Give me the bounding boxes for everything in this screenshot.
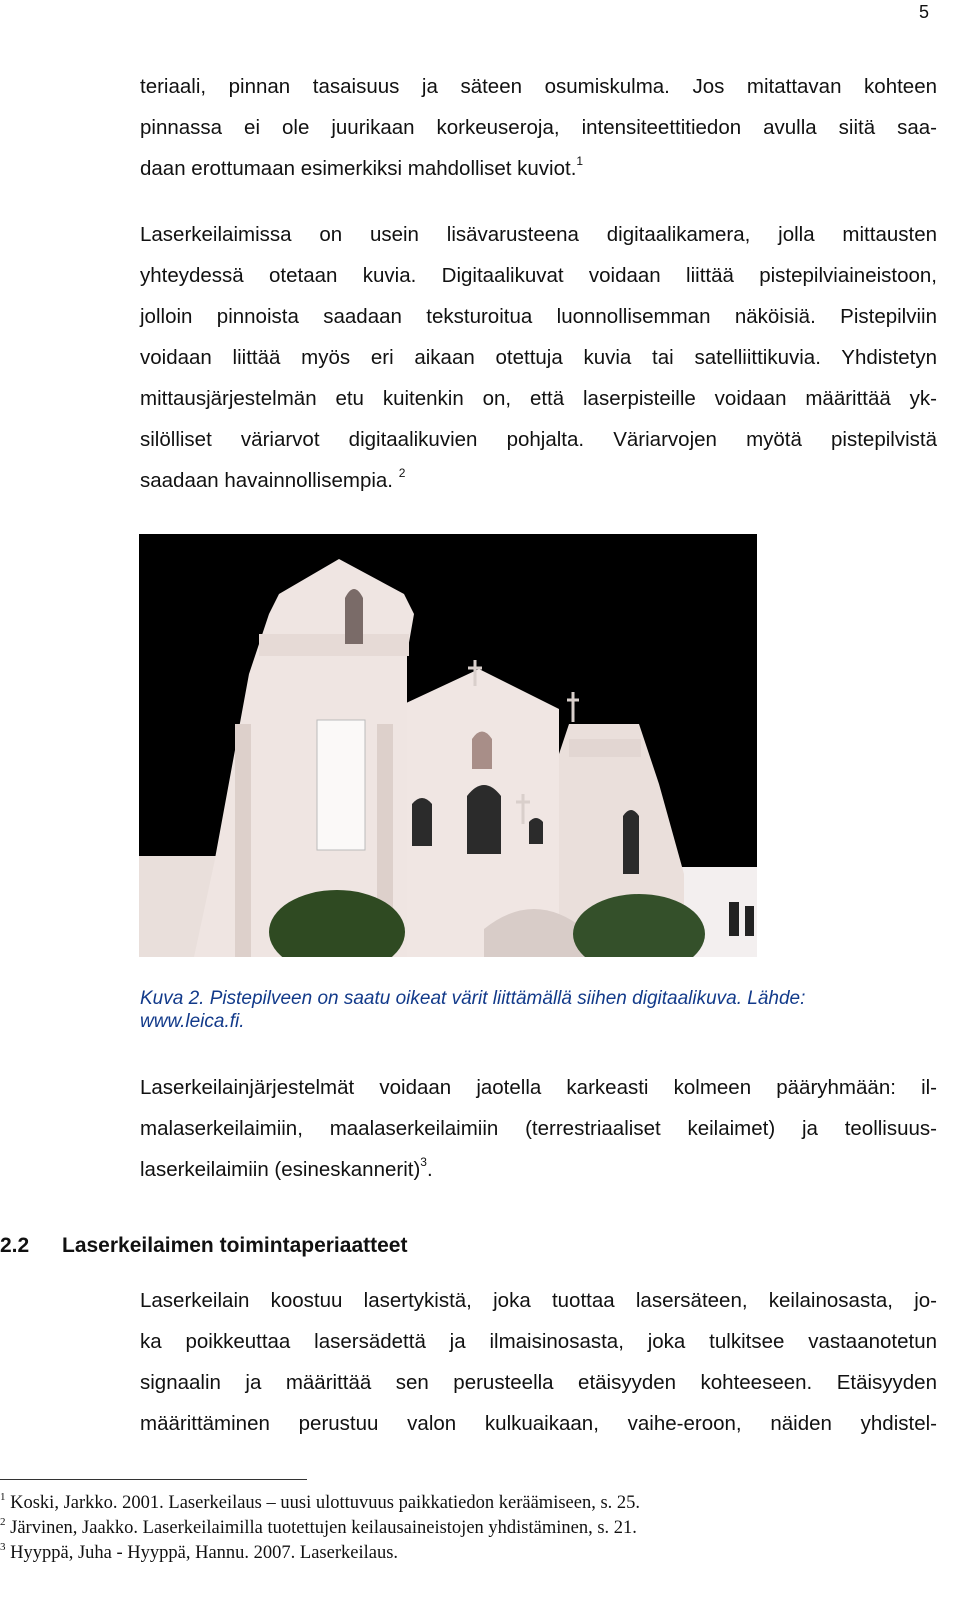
footnote-text: Koski, Jarkko. 2001. Laserkeilaus – uusi ulottuvuus paikkatiedon keräämiseen, s. 25. (10, 1493, 641, 1513)
text-line: jolloin pinnoista saadaan teksturoitua luonnollisemman näköisiä. Pistepilviin (140, 305, 937, 328)
footnote-1 (0, 1492, 640, 1514)
text-line: Laserkeilainjärjestelmät voidaan jaotella karkeasti kolmeen pääryhmään: il- (140, 1076, 937, 1099)
footnote-mark: 1 (0, 1491, 6, 1503)
footnote-text: Hyyppä, Juha - Hyyppä, Hannu. 2007. Laserkeilaus. (10, 1543, 399, 1563)
text-line: voidaan liittää myös eri aikaan otettuja kuvia tai satelliittikuvia. Yhdistetyn (140, 346, 937, 369)
text-line: daan erottumaan esimerkiksi mahdolliset kuviot. (140, 157, 577, 180)
section-title: Laserkeilaimen toimintaperiaatteet (62, 1234, 408, 1257)
paragraph-camera (140, 214, 937, 501)
text-line: malaserkeilaimiin, maalaserkeilaimiin (terrestriaaliset keilaimet) ja teollisuus- (140, 1117, 937, 1140)
paragraph-groups (140, 1067, 937, 1190)
text-line: mittausjärjestelmän etu kuitenkin on, että laserpisteille voidaan määrittää yk- (140, 387, 937, 410)
footnote-mark: 3 (0, 1541, 6, 1553)
section-number: 2.2 (0, 1234, 30, 1257)
footnote-ref-1[interactable]: 1 (576, 154, 584, 168)
footnote-ref-3[interactable]: 3 (420, 1155, 427, 1169)
paragraph-intensity (140, 66, 937, 189)
section-heading (0, 1234, 407, 1258)
caption-line: www.leica.fi. (140, 1011, 245, 1032)
page-number: 5 (919, 2, 930, 22)
footnote-text: Järvinen, Jaakko. Laserkeilaimilla tuotettujen keilausaineistojen yhdistäminen, s. 21. (10, 1518, 637, 1538)
text-line: silölliset väriarvot digitaalikuvien pohjalta. Väriarvojen myötä pistepilvistä (140, 428, 937, 451)
text-line: määrittäminen perustuu valon kulkuaikaan, vaihe-eroon, näiden yhdistel- (140, 1412, 937, 1435)
footnote-divider (0, 1479, 307, 1480)
text-line: laserkeilaimiin (esineskannerit) (140, 1158, 421, 1181)
text-line: yhteydessä otetaan kuvia. Digitaalikuvat voidaan liittää pistepilviaineistoon, (140, 264, 937, 287)
text-line: pinnassa ei ole juurikaan korkeuseroja, intensiteettitiedon avulla siitä saa- (140, 116, 937, 139)
footnote-ref-2[interactable]: 2 (398, 466, 406, 480)
figure-caption (140, 987, 910, 1033)
text-line: ka poikkeuttaa lasersädettä ja ilmaisinosasta, joka tulkitsee vastaanotetun (140, 1330, 937, 1353)
figure-church-pointcloud (139, 534, 757, 957)
text-line: Laserkeilain koostuu lasertykistä, joka tuottaa lasersäteen, keilainosasta, jo- (140, 1289, 937, 1312)
footnote-mark: 2 (0, 1516, 6, 1528)
text-line: Laserkeilaimissa on usein lisävarusteena digitaalikamera, jolla mittausten (140, 223, 937, 246)
church-illustration (139, 534, 757, 957)
paragraph-principle (140, 1280, 937, 1444)
text-line: teriaali, pinnan tasaisuus ja säteen osumiskulma. Jos mitattavan kohteen (140, 75, 937, 98)
text-line: saadaan havainnollisempia. (140, 469, 394, 492)
text-line: signaalin ja määrittää sen perusteella etäisyyden kohteeseen. Etäisyyden (140, 1371, 937, 1394)
footnote-3 (0, 1542, 398, 1564)
caption-line: Kuva 2. Pistepilveen on saatu oikeat värit liittämällä siihen digitaalikuva. Lähde: (140, 988, 806, 1009)
footnote-2 (0, 1517, 637, 1539)
sentence-end: . (426, 1158, 433, 1181)
